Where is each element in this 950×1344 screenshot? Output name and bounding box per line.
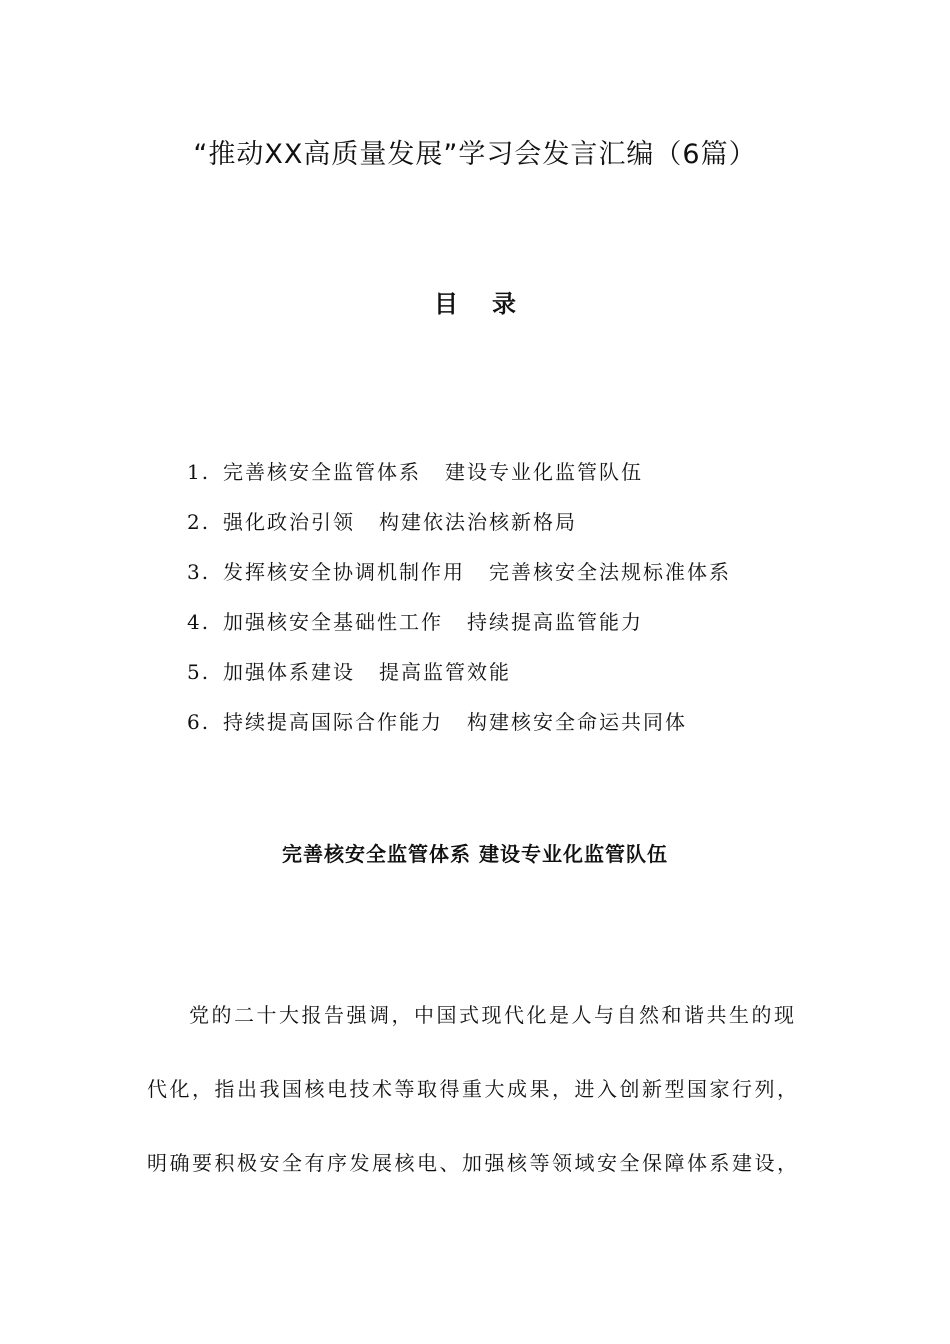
toc-item-title-part2: 构建核安全命运共同体 [467,710,687,734]
toc-item [187,706,731,756]
toc-item-title-part2: 完善核安全法规标准体系 [489,560,731,584]
toc-item [187,556,731,606]
toc-item-title-part1: 完善核安全监管体系 [223,460,421,484]
toc-item [187,456,731,506]
toc-item-number: 2. [187,510,211,534]
toc-item-number: 3. [187,560,211,584]
body-line: 党的二十大报告强调，中国式现代化是人与自然和谐共生的现 [189,1003,797,1027]
toc-item-title-part2: 建设专业化监管队伍 [445,460,643,484]
table-of-contents [187,456,731,756]
toc-item-title-part2: 持续提高监管能力 [467,610,643,634]
toc-item-title-part2: 提高监管效能 [379,660,511,684]
toc-item-title-part1: 发挥核安全协调机制作用 [223,560,465,584]
body-paragraph [147,978,807,1200]
toc-item-number: 5. [187,660,211,684]
toc-item [187,606,731,656]
toc-item-number: 4. [187,610,211,634]
body-line: 明确要积极安全有序发展核电、加强核等领域安全保障体系建设， [147,1151,800,1175]
toc-item-title-part2: 构建依法治核新格局 [379,510,577,534]
toc-item-number: 6. [187,710,211,734]
toc-item-title-part1: 持续提高国际合作能力 [223,710,443,734]
toc-item-number: 1. [187,460,211,484]
toc-item-title-part1: 强化政治引领 [223,510,355,534]
toc-item-title-part1: 加强核安全基础性工作 [223,610,443,634]
toc-item [187,656,731,706]
body-line: 代化，指出我国核电技术等取得重大成果，进入创新型国家行列， [147,1077,800,1101]
section-heading: 完善核安全监管体系 建设专业化监管队伍 [282,842,668,866]
toc-item-title-part1: 加强体系建设 [223,660,355,684]
toc-item [187,506,731,556]
document-title: “推动XX高质量发展”学习会发言汇编（6篇） [193,139,757,170]
toc-heading: 目录 [434,290,550,318]
